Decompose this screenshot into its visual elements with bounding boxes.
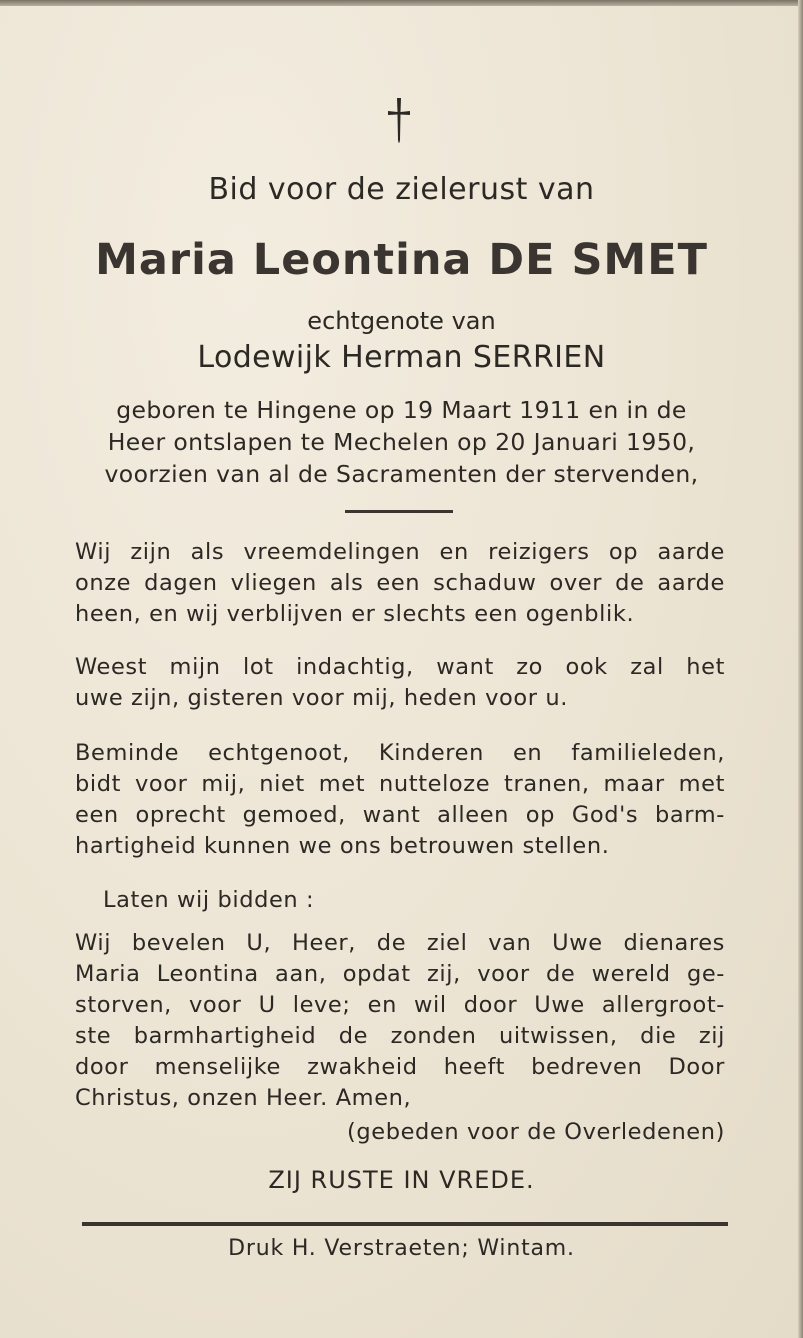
birth-line: geboren te Hingene op 19 Maart 1911 en in de <box>116 396 687 424</box>
birth-death-info <box>0 394 803 490</box>
text-line: Christus, onzen Heer. Amen, <box>75 1085 412 1111</box>
short-divider <box>345 510 453 513</box>
text-line: uwe zijn, gisteren voor mij, heden voor u. <box>75 685 568 711</box>
paragraph-remember <box>75 652 725 714</box>
text-line: Beminde echtgenoot, Kinderen en familieleden, <box>75 740 725 766</box>
text-line: hartigheid kunnen we ons betrouwen stellen. <box>75 833 610 859</box>
latin-cross-icon <box>386 96 412 148</box>
text-line: onze dagen vliegen als een schaduw over de aarde <box>75 570 725 596</box>
prayer-heading: Bid voor de zielerust van <box>208 172 595 207</box>
death-line: Heer ontslapen te Mechelen op 20 Januari 1950, <box>107 428 696 456</box>
closing-rest-in-peace: ZIJ RUSTE IN VREDE. <box>268 1166 535 1194</box>
bottom-rule <box>82 1222 728 1226</box>
text-line: Weest mijn lot indachtig, want zo ook zal het <box>75 654 725 680</box>
prayer-intro <box>75 885 725 916</box>
relation-text: echtgenote van <box>307 307 496 335</box>
text-line: ste barmhartigheid de zonden uitwissen, die zij <box>75 1023 725 1049</box>
text-line: heen, en wij verblijven er slechts een ogenblik. <box>75 601 635 627</box>
text-line: Wij bevelen U, Heer, de ziel van Uwe dienares <box>75 930 725 956</box>
paragraph-family <box>75 738 725 862</box>
text-line: Laten wij bidden : <box>103 887 315 913</box>
text-line: (gebeden voor de Overledenen) <box>347 1119 725 1145</box>
text-line: Wij zijn als vreemdelingen en reizigers op aarde <box>75 539 725 565</box>
spouse-name: Lodewijk Herman SERRIEN <box>197 340 606 375</box>
card-top-edge <box>0 0 803 6</box>
text-line: door menselijke zwakheid heeft bedreven Door <box>75 1054 725 1080</box>
text-line: Maria Leontina aan, opdat zij, voor de wereld ge- <box>75 961 725 987</box>
paragraph-strangers <box>75 537 725 630</box>
sacraments-line: voorzien van al de Sacramenten der stervenden, <box>104 460 699 488</box>
prayer-text <box>75 928 725 1114</box>
printer-credit: Druk H. Verstraeten; Wintam. <box>228 1236 575 1261</box>
prayer-source <box>75 1117 725 1148</box>
deceased-name: Maria Leontina DE SMET <box>95 235 708 285</box>
text-line: bidt voor mij, niet met nutteloze tranen, maar met <box>75 771 725 797</box>
text-line: een oprecht gemoed, want alleen op God's barm- <box>75 802 725 828</box>
text-line: storven, voor U leve; en wil door Uwe allergroot- <box>75 992 725 1018</box>
